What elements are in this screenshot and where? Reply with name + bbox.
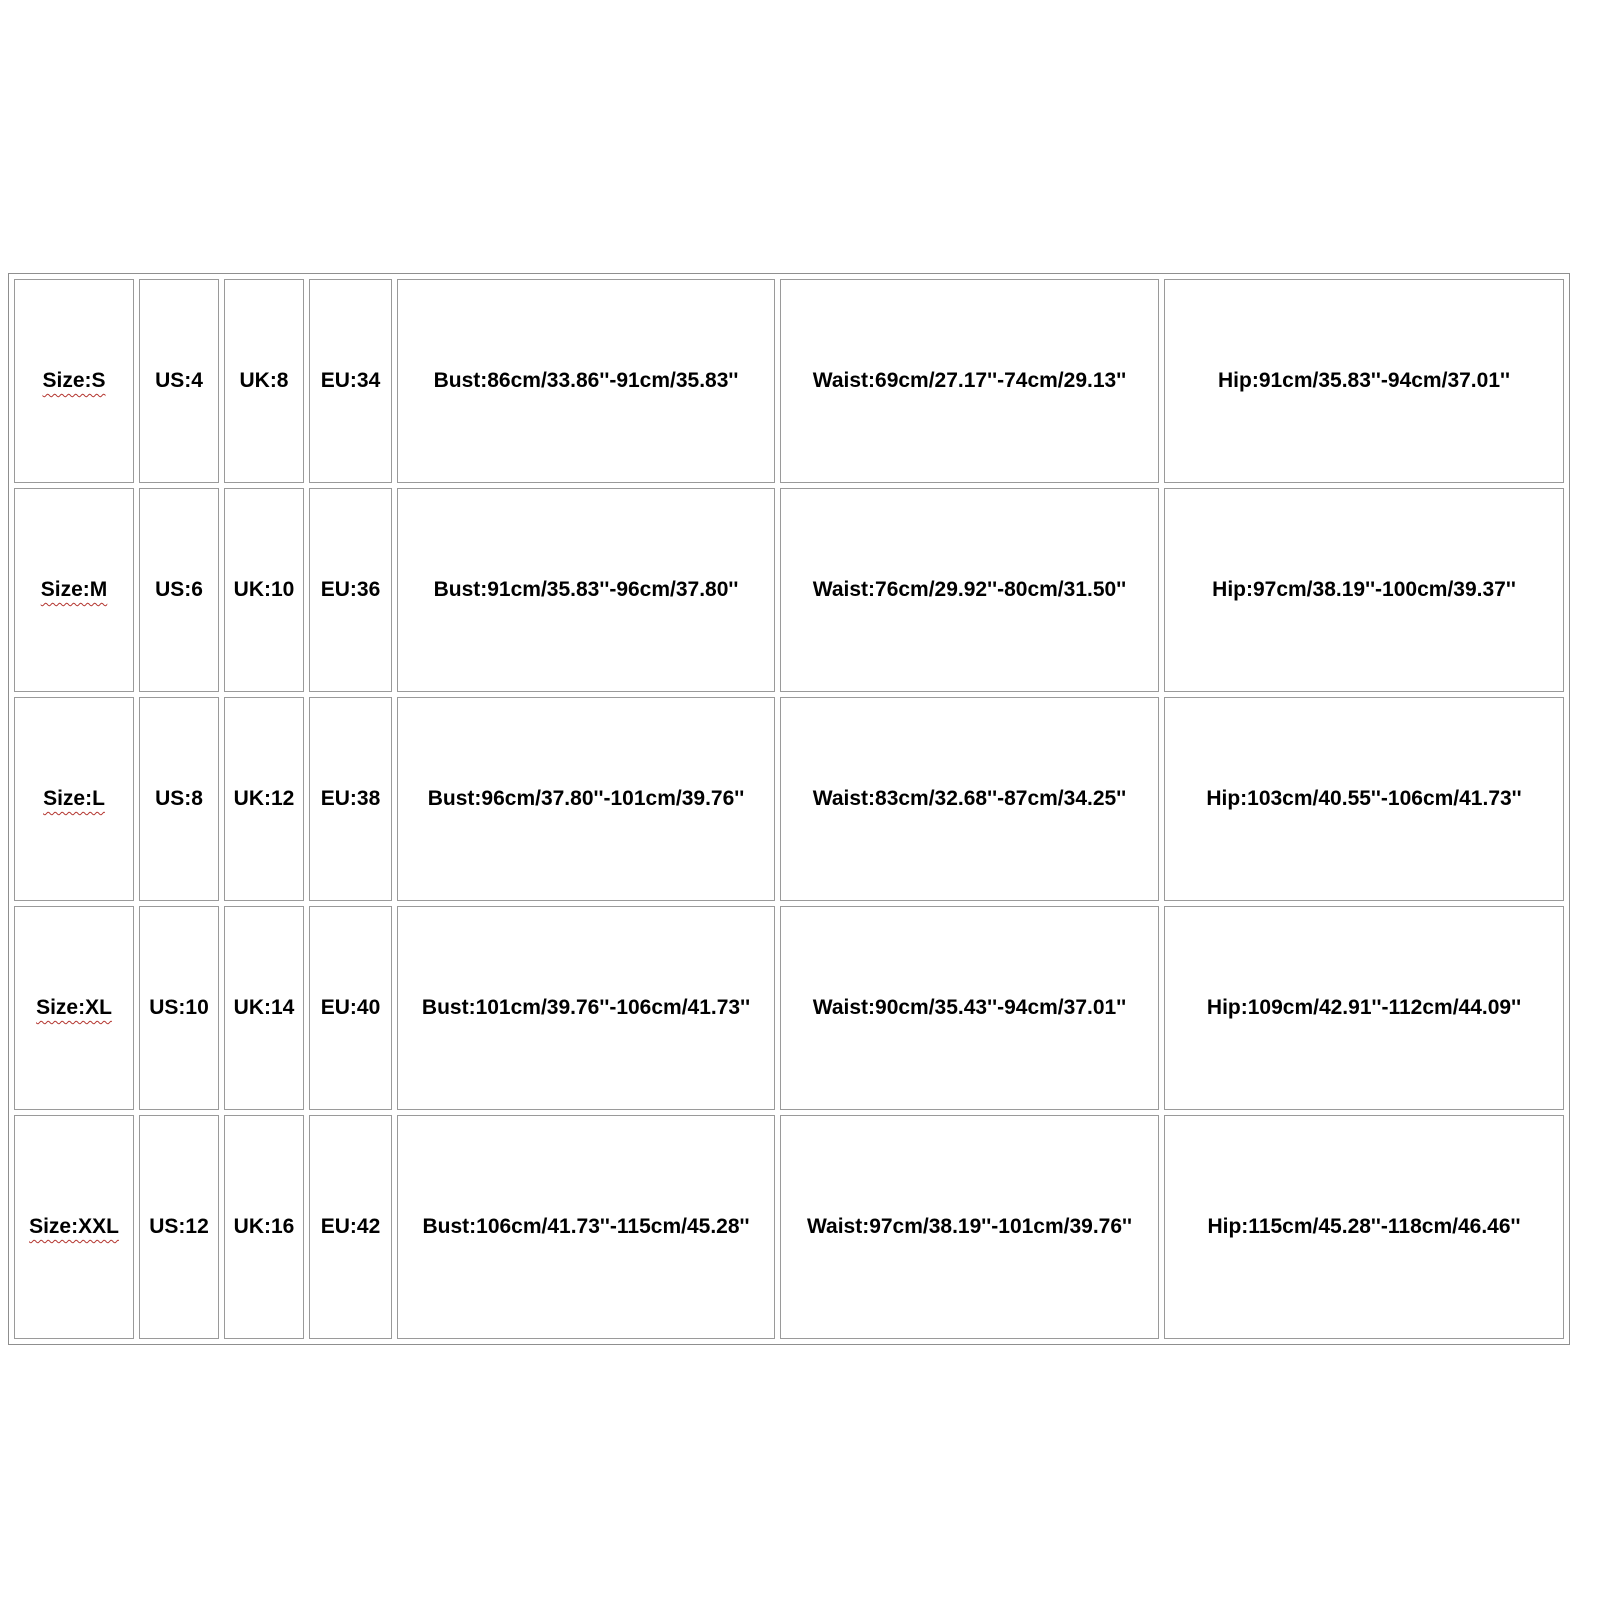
hip-cell: Hip:115cm/45.28''-118cm/46.46'' <box>1164 1115 1564 1339</box>
eu-size-cell: EU:36 <box>309 488 392 692</box>
uk-size-cell: UK:8 <box>224 279 304 483</box>
size-cell <box>14 906 134 1110</box>
waist-cell: Waist:83cm/32.68''-87cm/34.25'' <box>780 697 1159 901</box>
size-label: Size:L <box>43 786 105 810</box>
hip-cell: Hip:103cm/40.55''-106cm/41.73'' <box>1164 697 1564 901</box>
us-size-cell: US:8 <box>139 697 219 901</box>
bust-cell: Bust:86cm/33.86''-91cm/35.83'' <box>397 279 775 483</box>
size-cell <box>14 697 134 901</box>
waist-cell: Waist:90cm/35.43''-94cm/37.01'' <box>780 906 1159 1110</box>
table-row <box>14 279 1564 483</box>
table-row <box>14 906 1564 1110</box>
size-cell <box>14 488 134 692</box>
size-label: Size:XXL <box>29 1214 119 1238</box>
us-size-cell: US:4 <box>139 279 219 483</box>
table-row <box>14 1115 1564 1339</box>
uk-size-cell: UK:10 <box>224 488 304 692</box>
us-size-cell: US:12 <box>139 1115 219 1339</box>
uk-size-cell: UK:16 <box>224 1115 304 1339</box>
size-label: Size:M <box>40 577 108 601</box>
us-size-cell: US:10 <box>139 906 219 1110</box>
hip-cell: Hip:109cm/42.91''-112cm/44.09'' <box>1164 906 1564 1110</box>
hip-cell: Hip:91cm/35.83''-94cm/37.01'' <box>1164 279 1564 483</box>
table-row <box>14 697 1564 901</box>
size-label: Size:XL <box>36 995 112 1019</box>
table-row <box>14 488 1564 692</box>
bust-cell: Bust:96cm/37.80''-101cm/39.76'' <box>397 697 775 901</box>
size-chart-table <box>8 273 1570 1345</box>
waist-cell: Waist:76cm/29.92''-80cm/31.50'' <box>780 488 1159 692</box>
bust-cell: Bust:101cm/39.76''-106cm/41.73'' <box>397 906 775 1110</box>
uk-size-cell: UK:14 <box>224 906 304 1110</box>
eu-size-cell: EU:40 <box>309 906 392 1110</box>
eu-size-cell: EU:34 <box>309 279 392 483</box>
eu-size-cell: EU:38 <box>309 697 392 901</box>
size-label: Size:S <box>42 368 106 392</box>
us-size-cell: US:6 <box>139 488 219 692</box>
waist-cell: Waist:69cm/27.17''-74cm/29.13'' <box>780 279 1159 483</box>
waist-cell: Waist:97cm/38.19''-101cm/39.76'' <box>780 1115 1159 1339</box>
size-cell <box>14 279 134 483</box>
bust-cell: Bust:106cm/41.73''-115cm/45.28'' <box>397 1115 775 1339</box>
hip-cell: Hip:97cm/38.19''-100cm/39.37'' <box>1164 488 1564 692</box>
eu-size-cell: EU:42 <box>309 1115 392 1339</box>
uk-size-cell: UK:12 <box>224 697 304 901</box>
bust-cell: Bust:91cm/35.83''-96cm/37.80'' <box>397 488 775 692</box>
size-cell <box>14 1115 134 1339</box>
